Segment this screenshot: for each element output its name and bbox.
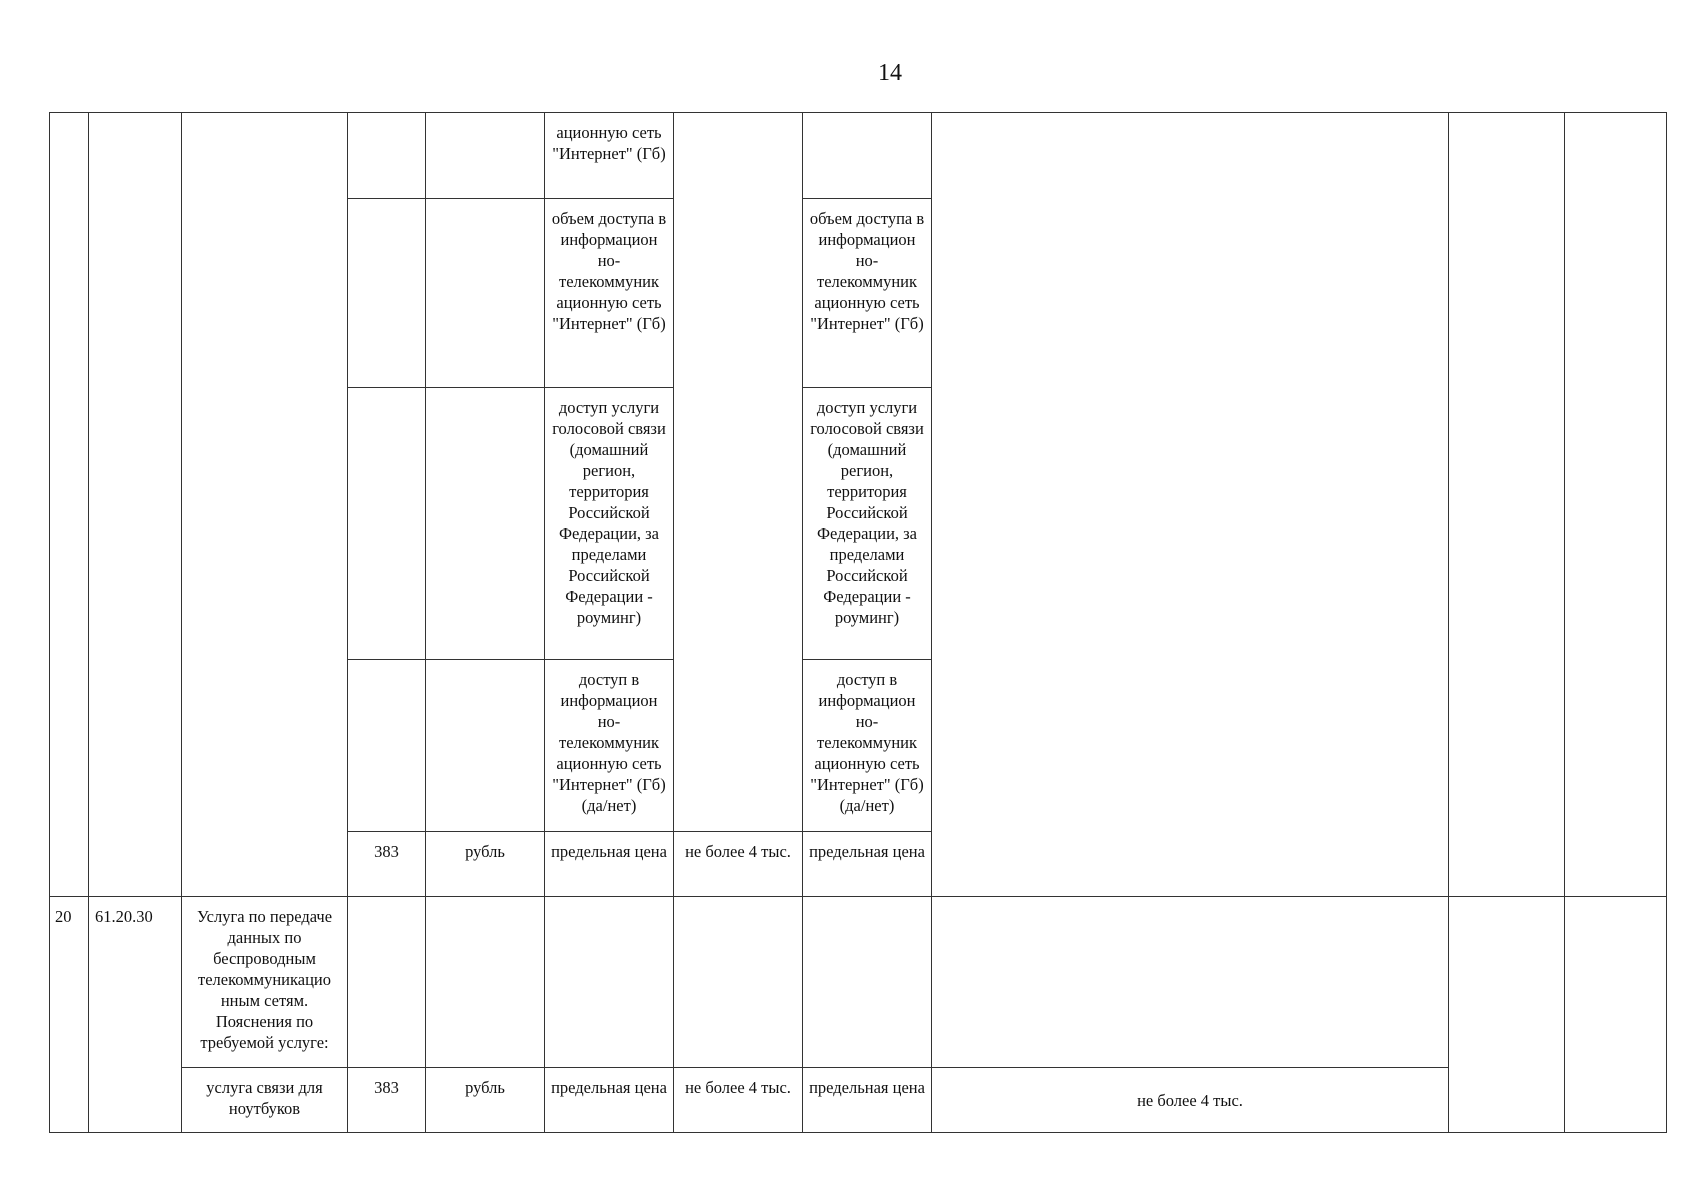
cell-unit-empty [426,660,545,832]
cell-characteristic-empty [545,897,674,1068]
table-row [50,897,1667,1068]
cell-name-empty [182,113,348,897]
cell-okei-code: 383 [348,832,426,897]
cell-characteristic-approved: предельная цена [803,832,932,897]
cell-justification-empty [1449,897,1565,1133]
cell-unit-empty [426,388,545,660]
cell-unit: рубль [426,1068,545,1133]
cell-characteristic-approved: доступ услуги голосовой связи (домашний регион, территория Российской Федерации, за пределами Российской Федерации - роуминг) [803,388,932,660]
cell-unit-empty [426,113,545,199]
cell-unit: рубль [426,832,545,897]
cell-characteristic-approved-empty [803,897,932,1068]
cell-function-empty [1565,113,1667,897]
cell-characteristic: ационную сеть "Интернет" (Гб) [545,113,674,199]
cell-approved-value-empty [932,897,1449,1068]
cell-unit-empty [426,199,545,388]
cell-okei-empty [348,199,426,388]
page-number: 14 [878,60,902,86]
cell-approved-value: не более 4 тыс. [932,1068,1449,1133]
cell-number-empty [50,113,89,897]
table-row [50,113,1667,199]
cell-characteristic-approved: объем доступа в информацион но-телекоммуник ационную сеть "Интернет" (Гб) [803,199,932,388]
requirements-table [49,112,1667,1133]
cell-okei-empty [348,388,426,660]
cell-okei-empty [348,660,426,832]
cell-name: Услуга по передаче данных по беспроводным телекоммуникацио нным сетям. Пояснения по требуемой услуге: [182,897,348,1068]
cell-number: 20 [50,897,89,1133]
cell-okei-empty [348,897,426,1068]
cell-okei-empty [348,113,426,199]
cell-characteristic-approved: предельная цена [803,1068,932,1133]
cell-characteristic: предельная цена [545,1068,674,1133]
cell-value-empty [674,113,803,832]
cell-characteristic: объем доступа в информацион но-телекоммуник ационную сеть "Интернет" (Гб) [545,199,674,388]
cell-characteristic: доступ услуги голосовой связи (домашний регион, территория Российской Федерации, за пределами Российской Федерации - роуминг) [545,388,674,660]
cell-value-empty [674,897,803,1068]
cell-characteristic: предельная цена [545,832,674,897]
cell-sub-name: услуга связи для ноутбуков [182,1068,348,1133]
cell-value: не более 4 тыс. [674,1068,803,1133]
cell-characteristic-approved-empty [803,113,932,199]
cell-code-empty [89,113,182,897]
cell-value: не более 4 тыс. [674,832,803,897]
cell-function-empty [1565,897,1667,1133]
cell-unit-empty [426,897,545,1068]
cell-justification-empty [1449,113,1565,897]
cell-characteristic-approved: доступ в информацион но-телекоммуник ационную сеть "Интернет" (Гб) (да/нет) [803,660,932,832]
cell-okei-code: 383 [348,1068,426,1133]
cell-code: 61.20.30 [89,897,182,1133]
cell-approved-value-empty [932,113,1449,897]
cell-characteristic: доступ в информацион но-телекоммуник ационную сеть "Интернет" (Гб) (да/нет) [545,660,674,832]
table-row [50,1068,1667,1133]
